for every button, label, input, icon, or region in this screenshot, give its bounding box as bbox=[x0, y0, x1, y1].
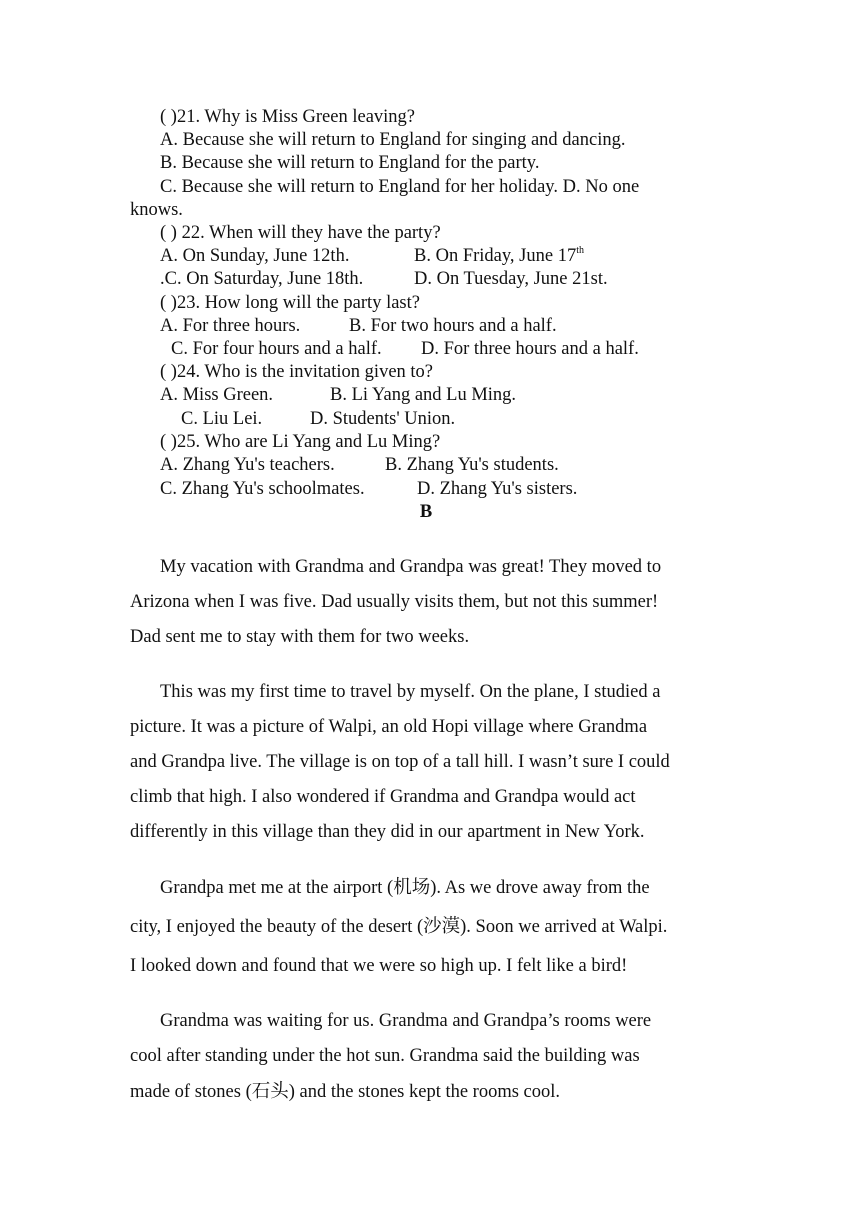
question-22-option-c: .C. On Saturday, June 18th. bbox=[160, 269, 364, 289]
question-22-option-b bbox=[414, 245, 584, 268]
question-21-option-a: A. Because she will return to England for singing and dancing. bbox=[160, 130, 626, 150]
question-21-option-wrap: knows. bbox=[130, 200, 183, 220]
question-21-option-b: B. Because she will return to England for the party. bbox=[160, 153, 540, 173]
question-23-option-c: C. For four hours and a half. bbox=[171, 339, 382, 359]
question-24-option-c: C. Liu Lei. bbox=[181, 409, 263, 429]
question-23-stem: ( )23. How long will the party last? bbox=[160, 293, 420, 313]
paragraph-2-line-5: differently in this village than they did in our apartment in New York. bbox=[130, 822, 645, 842]
paragraph-4-line-1: Grandma was waiting for us. Grandma and Grandpa’s rooms were bbox=[160, 1011, 652, 1031]
paragraph-1-line-3: Dad sent me to stay with them for two weeks. bbox=[130, 627, 470, 647]
question-25-option-a: A. Zhang Yu's teachers. bbox=[160, 455, 335, 475]
question-24-stem: ( )24. Who is the invitation given to? bbox=[160, 362, 434, 382]
question-21-stem: ( )21. Why is Miss Green leaving? bbox=[160, 107, 416, 127]
question-25-stem: ( )25. Who are Li Yang and Lu Ming? bbox=[160, 432, 441, 452]
question-22-option-b-text: B. On Friday, June 17 bbox=[414, 246, 577, 266]
paragraph-3-line-2: city, I enjoyed the beauty of the desert (沙漠). Soon we arrived at Walpi. bbox=[130, 917, 668, 937]
question-24-option-b: B. Li Yang and Lu Ming. bbox=[330, 385, 517, 405]
paragraph-2-line-1: This was my first time to travel by myself. On the plane, I studied a bbox=[160, 682, 661, 702]
paragraph-4-line-3: made of stones (石头) and the stones kept the rooms cool. bbox=[130, 1082, 561, 1102]
paragraph-2-line-4: climb that high. I also wondered if Grandma and Grandpa would act bbox=[130, 787, 636, 807]
paragraph-1-line-2: Arizona when I was five. Dad usually visits them, but not this summer! bbox=[130, 592, 659, 612]
question-23-option-b: B. For two hours and a half. bbox=[349, 316, 557, 336]
question-25-option-b: B. Zhang Yu's students. bbox=[385, 455, 559, 475]
question-25-option-d: D. Zhang Yu's sisters. bbox=[417, 479, 578, 499]
section-heading: B bbox=[419, 502, 433, 522]
paragraph-3-line-1: Grandpa met me at the airport (机场). As we drove away from the bbox=[160, 878, 650, 898]
question-22-stem: ( ) 22. When will they have the party? bbox=[160, 223, 441, 243]
question-22-option-d: D. On Tuesday, June 21st. bbox=[414, 269, 608, 289]
question-25-option-c: C. Zhang Yu's schoolmates. bbox=[160, 479, 365, 499]
question-21-option-c: C. Because she will return to England for her holiday. D. No one bbox=[160, 177, 640, 197]
paragraph-2-line-2: picture. It was a picture of Walpi, an old Hopi village where Grandma bbox=[130, 717, 648, 737]
paragraph-1-line-1: My vacation with Grandma and Grandpa was great! They moved to bbox=[160, 557, 662, 577]
paragraph-2-line-3: and Grandpa live. The village is on top of a tall hill. I wasn’t sure I could bbox=[130, 752, 670, 772]
question-22-option-a: A. On Sunday, June 12th. bbox=[160, 246, 350, 266]
paragraph-3-line-3: I looked down and found that we were so high up. I felt like a bird! bbox=[130, 956, 628, 976]
paragraph-4-line-2: cool after standing under the hot sun. Grandma said the building was bbox=[130, 1046, 640, 1066]
question-23-option-a: A. For three hours. bbox=[160, 316, 301, 336]
question-24-option-d: D. Students' Union. bbox=[310, 409, 456, 429]
question-24-option-a: A. Miss Green. bbox=[160, 385, 274, 405]
ordinal-suffix: th bbox=[576, 245, 584, 256]
question-23-option-d: D. For three hours and a half. bbox=[421, 339, 639, 359]
